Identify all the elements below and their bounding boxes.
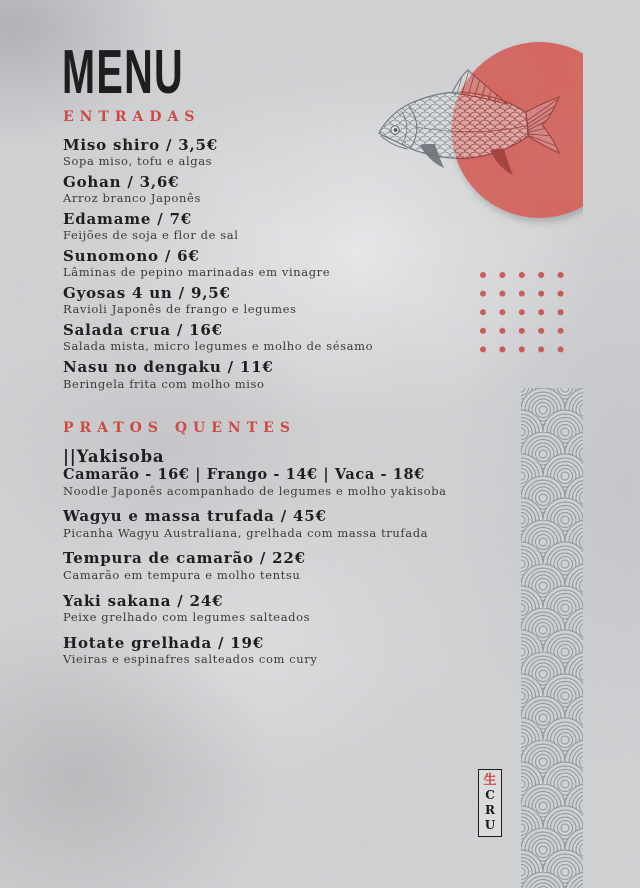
item-description: Camarão em tempura e molho tentsu bbox=[63, 567, 301, 582]
section-pratos-quentes bbox=[63, 420, 503, 677]
list-item bbox=[63, 211, 503, 243]
item-description: Lâminas de pepino marinadas em vinagre bbox=[63, 265, 331, 280]
section-entradas bbox=[63, 109, 503, 396]
list-item bbox=[63, 508, 503, 540]
item-description: Arroz branco Japonês bbox=[63, 191, 201, 206]
item-name: Miso shiro / 3,5€ bbox=[63, 136, 218, 154]
item-name: Salada crua / 16€ bbox=[63, 321, 223, 340]
item-description: Peixe grelhado com legumes salteados bbox=[63, 609, 311, 624]
section-entradas-header: ENTRADAS bbox=[63, 109, 201, 125]
page-title: MENU bbox=[62, 38, 184, 107]
item-name: Hotate grelhada / 19€ bbox=[63, 633, 265, 652]
logo-letter-u: U bbox=[484, 818, 496, 832]
list-item-featured bbox=[63, 448, 503, 498]
item-name: Nasu no dengaku / 11€ bbox=[63, 358, 274, 377]
item-name: Sunomono / 6€ bbox=[63, 247, 200, 266]
item-description: Sopa miso, tofu e algas bbox=[63, 154, 213, 169]
list-item bbox=[63, 174, 503, 206]
section-pratos-header: PRATOS QUENTES bbox=[63, 420, 296, 436]
item-name: Tempura de camarão / 22€ bbox=[63, 549, 306, 568]
list-item bbox=[63, 285, 503, 317]
item-name: Gyosas 4 un / 9,5€ bbox=[63, 284, 231, 303]
item-name: ||Yakisoba bbox=[63, 447, 165, 466]
item-description: Vieiras e espinafres salteados com cury bbox=[63, 651, 318, 666]
item-name: Edamame / 7€ bbox=[63, 210, 193, 229]
logo-letter-c: C bbox=[485, 788, 495, 802]
item-name: Gohan / 3,6€ bbox=[63, 173, 180, 192]
logo-letter-r: R bbox=[485, 803, 495, 817]
item-name: Yaki sakana / 24€ bbox=[63, 591, 224, 610]
item-description: Ravioli Japonês de frango e legumes bbox=[63, 302, 297, 317]
item-description: Beringela frita com molho miso bbox=[63, 376, 265, 391]
item-price-line: Camarão - 16€ | Frango - 14€ | Vaca - 18€ bbox=[63, 465, 425, 483]
list-item bbox=[63, 550, 503, 582]
item-description: Feijões de soja e flor de sal bbox=[63, 228, 239, 243]
item-description: Picanha Wagyu Australiana, grelhada com massa trufada bbox=[63, 525, 429, 540]
list-item bbox=[63, 322, 503, 354]
list-item bbox=[63, 137, 503, 169]
list-item bbox=[63, 593, 503, 625]
item-description: Noodle Japonês acompanhado de legumes e molho yakisoba bbox=[63, 483, 447, 498]
kanji-icon: 生 bbox=[483, 773, 497, 788]
list-item bbox=[63, 359, 503, 391]
cru-logo bbox=[478, 769, 502, 837]
item-description: Salada mista, micro legumes e molho de sésamo bbox=[63, 339, 374, 354]
item-name: Wagyu e massa trufada / 45€ bbox=[63, 507, 327, 526]
list-item bbox=[63, 248, 503, 280]
list-item bbox=[63, 635, 503, 667]
